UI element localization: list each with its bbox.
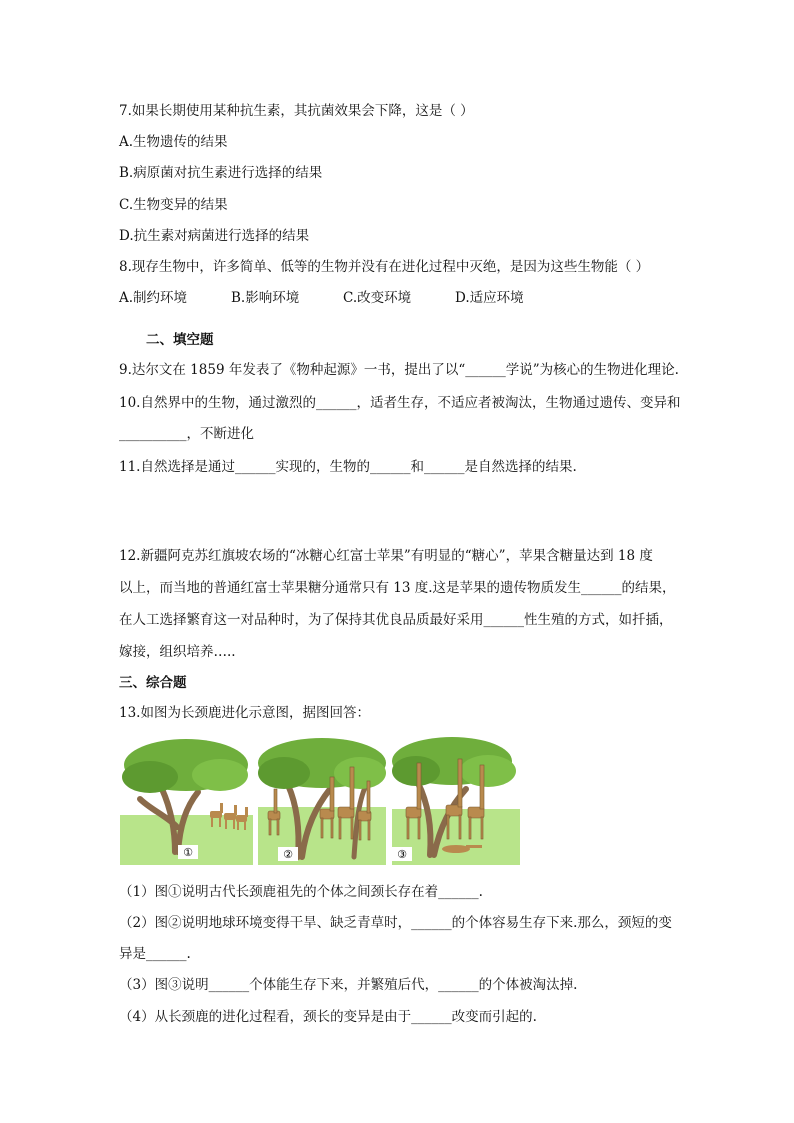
section-2-heading: 二、填空题	[146, 332, 214, 348]
panel-2-label: ②	[283, 848, 293, 861]
q13-stem: 13.如图为长颈鹿进化示意图，据图回答：	[119, 705, 370, 721]
panel-1-label: ①	[183, 846, 193, 859]
q12-line-3: 在人工选择繁育这一对品种时，为了保持其优良品质最好采用______性生殖的方式，如扦插，	[119, 612, 673, 628]
q7-option-c: C.生物变异的结果	[119, 197, 228, 213]
q12-line-2: 以上，而当地的普通红富士苹果糖分通常只有 13 度.这是苹果的遗传物质发生______的结果，	[119, 580, 676, 596]
q8-stem: 8.现存生物中，许多简单、低等的生物并没有在进化过程中灭绝，是因为这些生物能（ ）	[119, 259, 650, 275]
q8-option-d: D.适应环境	[455, 290, 524, 306]
giraffe-evolution-figure	[120, 737, 520, 865]
q11: 11.自然选择是通过______实现的，生物的______和______是自然选择的结果.	[119, 459, 577, 475]
q10-line-1: 10.自然界中的生物，通过激烈的______，适者生存，不适应者被淘汰，生物通过遗传、变异和	[119, 395, 681, 411]
figure-panel-1	[120, 737, 253, 865]
figure-panel-3	[392, 737, 520, 865]
q7-option-b: B.病原菌对抗生素进行选择的结果	[119, 165, 323, 181]
q12-line-1: 12.新疆阿克苏红旗坡农场的“冰糖心红富士苹果”有明显的“糖心”，苹果含糖量达到 18 度	[119, 548, 653, 564]
figure-panel-2	[258, 737, 386, 865]
q10-line-2: __________，不断进化	[119, 426, 254, 442]
q7-option-d: D.抗生素对病菌进行选择的结果	[119, 228, 310, 244]
q9: 9.达尔文在 1859 年发表了《物种起源》一书，提出了以“______学说”为核心的生物进化理论.	[119, 362, 679, 378]
q7-stem: 7.如果长期使用某种抗生素，其抗菌效果会下降，这是（ ）	[119, 103, 474, 119]
q13-sub-4: （3）图③说明______个体能生存下来，并繁殖后代，______的个体被淘汰掉.	[119, 977, 578, 993]
q7-option-a: A.生物遗传的结果	[119, 134, 228, 150]
q13-sub-5: （4）从长颈鹿的进化过程看，颈长的变异是由于______改变而引起的.	[119, 1009, 537, 1025]
q8-option-b: B.影响环境	[231, 290, 300, 306]
q13-sub-3: 异是______.	[119, 946, 191, 962]
q8-option-a: A.制约环境	[119, 290, 188, 306]
q12-line-4: 嫁接，组织培养…..	[119, 644, 236, 660]
q8-options	[119, 288, 524, 308]
panel-3-label: ③	[397, 848, 407, 861]
q8-option-c: C.改变环境	[343, 290, 412, 306]
section-3-heading: 三、综合题	[119, 675, 187, 691]
q13-sub-2: （2）图②说明地球环境变得干旱、缺乏青草时，______的个体容易生存下来.那么，颈短的变	[119, 915, 672, 931]
q13-sub-1: （1）图①说明古代长颈鹿祖先的个体之间颈长存在着______.	[119, 884, 483, 900]
